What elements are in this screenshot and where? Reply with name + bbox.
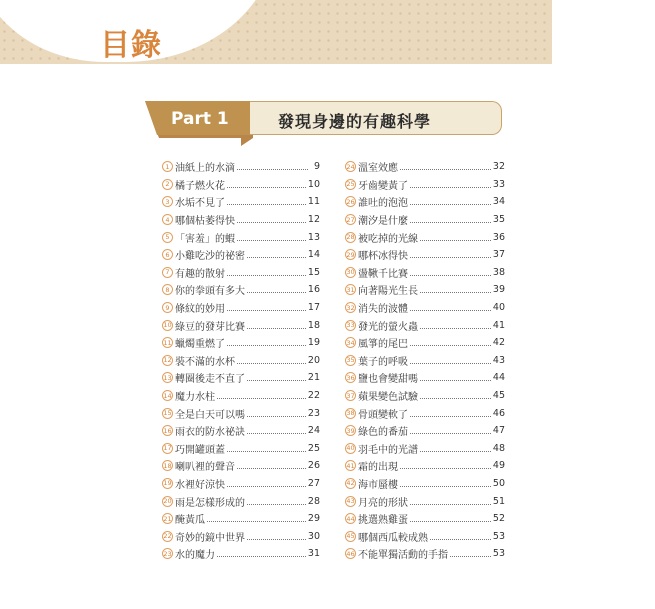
toc-page-number: 42 bbox=[492, 337, 505, 349]
toc-item[interactable] bbox=[162, 281, 320, 299]
toc-number-badge: 26 bbox=[346, 197, 355, 206]
toc-item[interactable] bbox=[162, 527, 320, 545]
toc-item-title: 魔力水柱 bbox=[175, 392, 215, 404]
toc-item[interactable] bbox=[162, 387, 320, 405]
toc-item[interactable] bbox=[162, 176, 320, 194]
toc-item[interactable] bbox=[162, 457, 320, 475]
toc-item[interactable] bbox=[345, 527, 505, 545]
toc-item-title: 雨是怎樣形成的 bbox=[175, 497, 245, 509]
toc-page-number: 15 bbox=[307, 266, 320, 278]
toc-leader-dots bbox=[207, 521, 306, 522]
toc-item[interactable] bbox=[162, 492, 320, 510]
toc-number-badge: 45 bbox=[346, 532, 355, 541]
toc-item-title: 哪個西瓜較成熟 bbox=[358, 532, 428, 544]
toc-item-title: 雨衣的防水祕訣 bbox=[175, 427, 245, 439]
toc-page-number: 14 bbox=[307, 249, 320, 261]
toc-leader-dots bbox=[410, 222, 491, 223]
toc-item-title: 奇妙的鏡中世界 bbox=[175, 532, 245, 544]
toc-number-badge: 21 bbox=[163, 514, 172, 523]
toc-number-badge: 35 bbox=[346, 356, 355, 365]
toc-page-number: 34 bbox=[492, 196, 505, 208]
toc-page-number: 50 bbox=[492, 477, 505, 489]
toc-number-badge: 32 bbox=[346, 303, 355, 312]
toc-page-number: 31 bbox=[307, 548, 320, 560]
toc-number-badge: 6 bbox=[162, 249, 173, 260]
toc-page-number: 45 bbox=[492, 390, 505, 402]
toc-left-column bbox=[162, 158, 320, 563]
toc-number-badge: 36 bbox=[346, 373, 355, 382]
toc-page-number: 28 bbox=[307, 495, 320, 507]
toc-page-number: 49 bbox=[492, 460, 505, 472]
toc-item-title: 潮汐是什麼 bbox=[358, 216, 408, 228]
toc-item-title: 不能單獨活動的手指 bbox=[358, 550, 448, 562]
toc-item[interactable] bbox=[162, 158, 320, 176]
toc-leader-dots bbox=[247, 257, 306, 258]
toc-item[interactable] bbox=[345, 545, 505, 563]
toc-page-number: 41 bbox=[492, 319, 505, 331]
toc-item[interactable] bbox=[162, 334, 320, 352]
page-title: 目錄 bbox=[100, 28, 162, 63]
toc-number-badge: 15 bbox=[163, 409, 172, 418]
toc-item-title: 裝不滿的水杯 bbox=[175, 356, 235, 368]
toc-page-number: 33 bbox=[492, 178, 505, 190]
toc-leader-dots bbox=[247, 504, 306, 505]
toc-leader-dots bbox=[410, 521, 491, 522]
toc-item-title: 羽毛中的光譜 bbox=[358, 444, 418, 456]
toc-item-title: 有趣的散射 bbox=[175, 268, 225, 280]
toc-page-number: 52 bbox=[492, 513, 505, 525]
toc-item[interactable] bbox=[345, 193, 505, 211]
toc-item[interactable] bbox=[162, 228, 320, 246]
toc-leader-dots bbox=[227, 486, 306, 487]
toc-number-badge: 10 bbox=[163, 321, 172, 330]
toc-number-badge: 9 bbox=[162, 302, 173, 313]
toc-right-column bbox=[345, 158, 505, 563]
toc-page-number: 40 bbox=[492, 302, 505, 314]
toc-item-title: 蠟燭重燃了 bbox=[175, 339, 225, 351]
toc-item-title: 發光的螢火蟲 bbox=[358, 321, 418, 333]
toc-number-badge: 38 bbox=[346, 409, 355, 418]
toc-number-badge: 17 bbox=[163, 444, 172, 453]
toc-item[interactable] bbox=[345, 176, 505, 194]
toc-page-number: 39 bbox=[492, 284, 505, 296]
toc-number-badge: 4 bbox=[162, 214, 173, 225]
toc-item-title: 消失的波體 bbox=[358, 304, 408, 316]
toc-item[interactable] bbox=[345, 387, 505, 405]
toc-item-title: 哪個枯萎得快 bbox=[175, 216, 235, 228]
toc-item[interactable] bbox=[162, 422, 320, 440]
toc-leader-dots bbox=[227, 204, 306, 205]
toc-item-title: 哪杯冰得快 bbox=[358, 251, 408, 263]
toc-leader-dots bbox=[420, 240, 491, 241]
toc-leader-dots bbox=[247, 292, 306, 293]
toc-leader-dots bbox=[247, 416, 306, 417]
toc-item[interactable] bbox=[345, 246, 505, 264]
toc-leader-dots bbox=[410, 433, 491, 434]
toc-item[interactable] bbox=[345, 492, 505, 510]
toc-number-badge: 23 bbox=[163, 549, 172, 558]
toc-page-number: 51 bbox=[492, 495, 505, 507]
toc-item[interactable] bbox=[345, 211, 505, 229]
toc-number-badge: 33 bbox=[346, 321, 355, 330]
toc-leader-dots bbox=[430, 539, 491, 540]
toc-item[interactable] bbox=[162, 299, 320, 317]
toc-number-badge: 7 bbox=[162, 267, 173, 278]
toc-number-badge: 27 bbox=[346, 215, 355, 224]
toc-leader-dots bbox=[237, 240, 306, 241]
toc-item[interactable] bbox=[345, 369, 505, 387]
toc-item-title: 霜的出現 bbox=[358, 462, 398, 474]
toc-page-number: 53 bbox=[492, 548, 505, 560]
toc-leader-dots bbox=[227, 187, 306, 188]
toc-page-number: 37 bbox=[492, 249, 505, 261]
toc-item[interactable] bbox=[345, 475, 505, 493]
toc-leader-dots bbox=[400, 468, 491, 469]
toc-leader-dots bbox=[420, 292, 491, 293]
toc-item[interactable] bbox=[162, 475, 320, 493]
toc-page-number: 16 bbox=[307, 284, 320, 296]
toc-item-title: 風箏的尾巴 bbox=[358, 339, 408, 351]
toc-number-badge: 11 bbox=[163, 338, 172, 347]
toc-number-badge: 8 bbox=[162, 284, 173, 295]
toc-page-number: 29 bbox=[307, 513, 320, 525]
toc-page-number: 12 bbox=[307, 214, 320, 226]
toc-item[interactable] bbox=[162, 545, 320, 563]
toc-item-title: 盪鞦千比賽 bbox=[358, 268, 408, 280]
toc-item[interactable] bbox=[345, 352, 505, 370]
toc-item-title: 水垢不見了 bbox=[175, 198, 225, 210]
toc-number-badge: 2 bbox=[162, 179, 173, 190]
toc-page-number: 47 bbox=[492, 425, 505, 437]
part-label: Part 1 bbox=[171, 109, 229, 129]
toc-leader-dots bbox=[237, 363, 306, 364]
toc-item[interactable] bbox=[162, 404, 320, 422]
toc-number-badge: 40 bbox=[346, 444, 355, 453]
toc-leader-dots bbox=[217, 398, 306, 399]
toc-page-number: 36 bbox=[492, 231, 505, 243]
toc-leader-dots bbox=[410, 416, 491, 417]
toc-item[interactable] bbox=[162, 246, 320, 264]
toc-item[interactable] bbox=[162, 316, 320, 334]
toc-number-badge: 20 bbox=[163, 497, 172, 506]
toc-number-badge: 1 bbox=[162, 161, 173, 172]
toc-page-number: 9 bbox=[313, 161, 320, 173]
toc-number-badge: 19 bbox=[163, 479, 172, 488]
toc-item[interactable] bbox=[345, 510, 505, 528]
toc-item[interactable] bbox=[345, 457, 505, 475]
toc-item[interactable] bbox=[162, 440, 320, 458]
toc-number-badge: 3 bbox=[162, 196, 173, 207]
toc-leader-dots bbox=[410, 504, 491, 505]
toc-leader-dots bbox=[420, 398, 491, 399]
toc-number-badge: 12 bbox=[163, 356, 172, 365]
toc-leader-dots bbox=[410, 345, 491, 346]
toc-number-badge: 42 bbox=[346, 479, 355, 488]
toc-number-badge: 31 bbox=[346, 285, 355, 294]
toc-page-number: 35 bbox=[492, 214, 505, 226]
toc-item[interactable] bbox=[162, 264, 320, 282]
toc-item[interactable] bbox=[345, 440, 505, 458]
toc-item[interactable] bbox=[345, 299, 505, 317]
toc-item[interactable] bbox=[345, 404, 505, 422]
toc-item[interactable] bbox=[162, 352, 320, 370]
toc-leader-dots bbox=[400, 169, 491, 170]
toc-item-title: 喇叭裡的聲音 bbox=[175, 462, 235, 474]
toc-number-badge: 46 bbox=[346, 549, 355, 558]
toc-page-number: 32 bbox=[492, 161, 505, 173]
toc-number-badge: 25 bbox=[346, 180, 355, 189]
toc-leader-dots bbox=[410, 275, 491, 276]
toc-page-number: 18 bbox=[307, 319, 320, 331]
toc-leader-dots bbox=[410, 187, 491, 188]
toc-number-badge: 39 bbox=[346, 426, 355, 435]
toc-item-title: 你的拳頭有多大 bbox=[175, 286, 245, 298]
toc-page-number: 19 bbox=[307, 337, 320, 349]
toc-page-number: 27 bbox=[307, 477, 320, 489]
toc-number-badge: 18 bbox=[163, 461, 172, 470]
toc-item[interactable] bbox=[162, 369, 320, 387]
toc-leader-dots bbox=[420, 451, 491, 452]
toc-item[interactable] bbox=[345, 264, 505, 282]
toc-leader-dots bbox=[227, 275, 306, 276]
toc-item-title: 骨頭變軟了 bbox=[358, 409, 408, 421]
toc-page-number: 11 bbox=[307, 196, 320, 208]
toc-item-title: 水的魔力 bbox=[175, 550, 215, 562]
toc-item-title: 「害羞」的蝦 bbox=[175, 233, 235, 245]
toc-number-badge: 37 bbox=[346, 391, 355, 400]
toc-number-badge: 44 bbox=[346, 514, 355, 523]
toc-item-title: 巧開罐頭蓋 bbox=[175, 444, 225, 456]
toc-item-title: 油紙上的水滴 bbox=[175, 163, 235, 175]
toc-item-title: 全是白天可以嗎 bbox=[175, 409, 245, 421]
toc-number-badge: 29 bbox=[346, 250, 355, 259]
toc-number-badge: 28 bbox=[346, 233, 355, 242]
toc-leader-dots bbox=[247, 433, 306, 434]
toc-leader-dots bbox=[237, 222, 306, 223]
toc-leader-dots bbox=[410, 363, 491, 364]
toc-item-title: 綠色的番茄 bbox=[358, 427, 408, 439]
toc-number-badge: 14 bbox=[163, 391, 172, 400]
toc-number-badge: 22 bbox=[163, 532, 172, 541]
toc-item[interactable] bbox=[162, 510, 320, 528]
toc-item-title: 挑選熟雞蛋 bbox=[358, 515, 408, 527]
toc-leader-dots bbox=[237, 169, 308, 170]
toc-leader-dots bbox=[247, 539, 306, 540]
toc-number-badge: 41 bbox=[346, 461, 355, 470]
toc-page-number: 48 bbox=[492, 442, 505, 454]
toc-number-badge: 43 bbox=[346, 497, 355, 506]
toc-number-badge: 13 bbox=[163, 373, 172, 382]
toc-leader-dots bbox=[227, 345, 306, 346]
toc-page-number: 17 bbox=[307, 302, 320, 314]
toc-item-title: 水裡好涼快 bbox=[175, 479, 225, 491]
toc-item[interactable] bbox=[162, 211, 320, 229]
toc-page-number: 24 bbox=[307, 425, 320, 437]
toc-page-number: 10 bbox=[307, 178, 320, 190]
toc-item-title: 綠豆的發芽比賽 bbox=[175, 321, 245, 333]
toc-item-title: 海市蜃樓 bbox=[358, 479, 398, 491]
toc-page-number: 22 bbox=[307, 390, 320, 402]
toc-item-title: 轉圈後走不直了 bbox=[175, 374, 245, 386]
toc-item-title: 醃黃瓜 bbox=[175, 515, 205, 527]
toc-leader-dots bbox=[400, 486, 491, 487]
toc-page-number: 46 bbox=[492, 407, 505, 419]
toc-leader-dots bbox=[420, 380, 491, 381]
toc-page-number: 53 bbox=[492, 530, 505, 542]
toc-leader-dots bbox=[420, 328, 491, 329]
toc-item[interactable] bbox=[345, 281, 505, 299]
toc-page-number: 43 bbox=[492, 354, 505, 366]
toc-item-title: 條紋的妙用 bbox=[175, 304, 225, 316]
toc-item[interactable] bbox=[345, 158, 505, 176]
toc-item[interactable] bbox=[162, 193, 320, 211]
toc-leader-dots bbox=[227, 451, 306, 452]
toc-item-title: 月亮的形狀 bbox=[358, 497, 408, 509]
toc-item-title: 溫室效應 bbox=[358, 163, 398, 175]
toc-item-title: 小雞吃沙的祕密 bbox=[175, 251, 245, 263]
toc-page-number: 38 bbox=[492, 266, 505, 278]
toc-item-title: 葉子的呼吸 bbox=[358, 356, 408, 368]
toc-page-number: 44 bbox=[492, 372, 505, 384]
toc-item-title: 鹽也會變甜嗎 bbox=[358, 374, 418, 386]
toc-item[interactable] bbox=[345, 422, 505, 440]
toc-leader-dots bbox=[217, 556, 306, 557]
toc-item-title: 誰吐的泡泡 bbox=[358, 198, 408, 210]
toc-number-badge: 34 bbox=[346, 338, 355, 347]
toc-item[interactable] bbox=[345, 316, 505, 334]
toc-item-title: 橘子燃火花 bbox=[175, 180, 225, 192]
toc-item[interactable] bbox=[345, 228, 505, 246]
toc-leader-dots bbox=[410, 310, 491, 311]
toc-leader-dots bbox=[237, 468, 306, 469]
toc-leader-dots bbox=[227, 310, 306, 311]
toc-item-title: 向著陽光生長 bbox=[358, 286, 418, 298]
toc-item[interactable] bbox=[345, 334, 505, 352]
toc-page-number: 13 bbox=[307, 231, 320, 243]
toc-leader-dots bbox=[410, 204, 491, 205]
toc-leader-dots bbox=[450, 556, 491, 557]
toc-item-title: 牙齒變黃了 bbox=[358, 180, 408, 192]
toc-page-number: 21 bbox=[307, 372, 320, 384]
toc-leader-dots bbox=[410, 257, 491, 258]
toc-number-badge: 30 bbox=[346, 268, 355, 277]
toc-page-number: 20 bbox=[307, 354, 320, 366]
toc-page-number: 26 bbox=[307, 460, 320, 472]
part-title: 發現身邊的有趣科學 bbox=[278, 112, 432, 131]
toc-leader-dots bbox=[247, 380, 306, 381]
toc-page-number: 23 bbox=[307, 407, 320, 419]
toc-number-badge: 5 bbox=[162, 232, 173, 243]
toc-item-title: 蘋果變色試驗 bbox=[358, 392, 418, 404]
toc-page-number: 30 bbox=[307, 530, 320, 542]
toc-number-badge: 24 bbox=[346, 162, 355, 171]
toc-item-title: 被吃掉的光線 bbox=[358, 233, 418, 245]
toc-leader-dots bbox=[247, 328, 306, 329]
toc-page-number: 25 bbox=[307, 442, 320, 454]
toc-number-badge: 16 bbox=[163, 426, 172, 435]
